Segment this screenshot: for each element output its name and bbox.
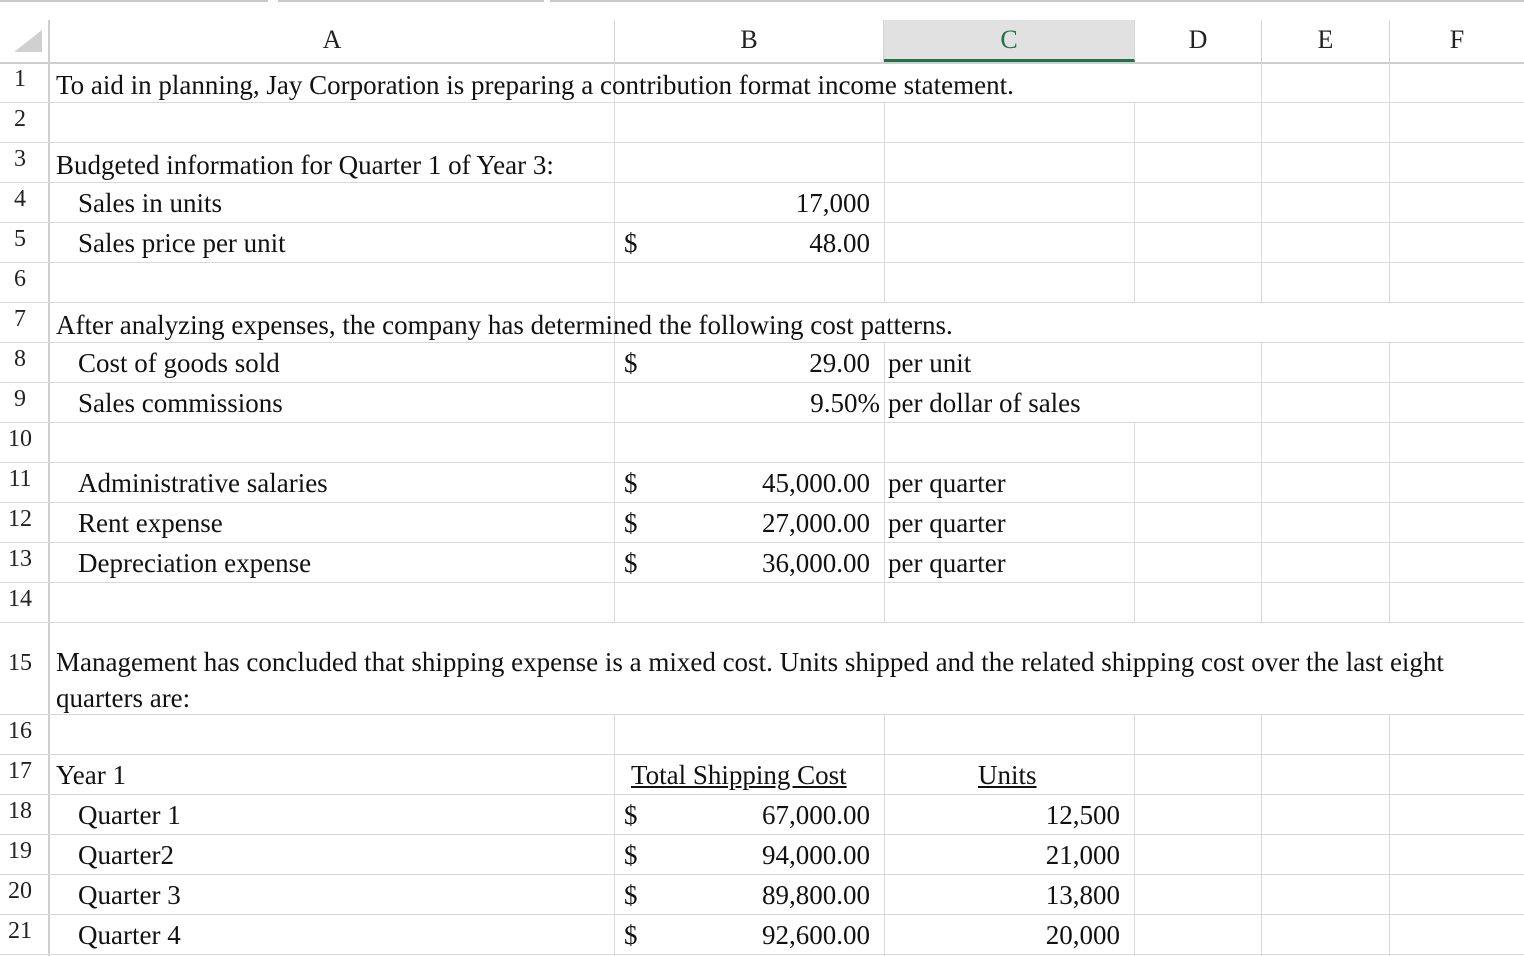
cell-a5-price-label[interactable]: Sales price per unit — [78, 228, 286, 258]
row-header[interactable]: 21 — [8, 918, 32, 944]
cell-c21-units[interactable]: 20,000 — [1045, 920, 1120, 950]
cell-a19-quarter-label[interactable]: Quarter2 — [78, 840, 174, 870]
cell-b8-currency: $ — [624, 348, 638, 378]
grid-line — [0, 502, 1524, 503]
row-header[interactable]: 3 — [14, 146, 26, 172]
grid-line — [0, 622, 1524, 623]
row-header-border — [48, 20, 50, 956]
row-header[interactable]: 10 — [8, 426, 32, 452]
cell-a15-shipping-note[interactable]: Management has concluded that shipping expense is a mixed cost. Units shipped and the related shipping cost over the last eight quarters are: — [56, 647, 1444, 713]
grid-line — [1134, 102, 1135, 302]
column-header-a[interactable]: A — [50, 20, 615, 62]
cell-a7-cost-patterns-heading[interactable]: After analyzing expenses, the company has determined the following cost patterns. — [56, 310, 953, 340]
column-header-d[interactable]: D — [1135, 20, 1262, 62]
cell-b11-admin-value[interactable]: 45,000.00 — [762, 468, 870, 498]
cell-b18-cost[interactable]: 67,000.00 — [762, 800, 870, 830]
grid-line — [0, 834, 1524, 835]
cell-a9-commissions-label[interactable]: Sales commissions — [78, 388, 283, 418]
cell-b21-currency: $ — [624, 920, 638, 950]
cell-c13-depreciation-unit[interactable]: per quarter — [888, 548, 1006, 578]
grid-line — [614, 714, 615, 956]
grid-line — [0, 182, 1524, 183]
cell-b12-currency: $ — [624, 508, 638, 538]
cell-c9-commissions-unit[interactable]: per dollar of sales — [888, 388, 1081, 418]
top-strip — [278, 0, 544, 2]
cell-c12-rent-unit[interactable]: per quarter — [888, 508, 1006, 538]
grid-line — [884, 714, 885, 956]
cell-c20-units[interactable]: 13,800 — [1045, 880, 1120, 910]
cell-b20-currency: $ — [624, 880, 638, 910]
grid-line — [884, 102, 885, 302]
cell-a18-quarter-label[interactable]: Quarter 1 — [78, 800, 181, 830]
row-header[interactable]: 1 — [14, 66, 26, 92]
grid-line — [0, 302, 1524, 303]
grid-line — [0, 794, 1524, 795]
row-header[interactable]: 17 — [8, 758, 32, 784]
cell-b8-cogs-value[interactable]: 29.00 — [809, 348, 870, 378]
grid-line — [0, 422, 1524, 423]
cell-a1-intro[interactable]: To aid in planning, Jay Corporation is preparing a contribution format income statement. — [56, 70, 1014, 100]
select-all-corner[interactable] — [14, 30, 42, 52]
cell-b19-currency: $ — [624, 840, 638, 870]
grid-line — [0, 582, 1524, 583]
cell-b21-cost[interactable]: 92,600.00 — [762, 920, 870, 950]
row-header[interactable]: 15 — [8, 650, 32, 676]
cell-a20-quarter-label[interactable]: Quarter 3 — [78, 880, 181, 910]
cell-a21-quarter-label[interactable]: Quarter 4 — [78, 920, 181, 950]
row-header[interactable]: 12 — [8, 506, 32, 532]
cell-a8-cogs-label[interactable]: Cost of goods sold — [78, 348, 280, 378]
grid-line — [0, 954, 1524, 955]
grid-line — [1134, 422, 1135, 622]
grid-line — [1261, 714, 1262, 956]
cell-b5-currency: $ — [624, 228, 638, 258]
cell-c8-cogs-unit[interactable]: per unit — [888, 348, 972, 378]
column-header-e[interactable]: E — [1262, 20, 1390, 62]
column-header-c[interactable]: C — [884, 20, 1135, 62]
cell-a13-depreciation-label[interactable]: Depreciation expense — [78, 548, 312, 578]
cell-b19-cost[interactable]: 94,000.00 — [762, 840, 870, 870]
grid-line — [1389, 342, 1390, 622]
cell-b17-cost-header[interactable]: Total Shipping Cost — [631, 760, 847, 790]
grid-line — [1261, 342, 1262, 622]
row-header[interactable]: 13 — [8, 546, 32, 572]
grid-line — [0, 874, 1524, 875]
row-header[interactable]: 11 — [8, 466, 32, 492]
row-header[interactable]: 19 — [8, 838, 32, 864]
column-header-f[interactable]: F — [1390, 20, 1524, 62]
row-header[interactable]: 2 — [14, 106, 26, 132]
grid-line — [0, 222, 1524, 223]
row-header[interactable]: 4 — [14, 186, 26, 212]
cell-a4-sales-units-label[interactable]: Sales in units — [78, 188, 223, 218]
top-strip — [550, 0, 1524, 2]
header-border — [0, 62, 1524, 64]
top-strip — [0, 0, 268, 2]
row-header[interactable]: 16 — [8, 718, 32, 744]
cell-b9-commissions-value[interactable]: 9.50% — [810, 388, 880, 418]
cell-b18-currency: $ — [624, 800, 638, 830]
grid-line — [0, 382, 1524, 383]
grid-line — [0, 462, 1524, 463]
cell-c17-units-header[interactable]: Units — [978, 760, 1037, 790]
cell-a17-year-label[interactable]: Year 1 — [56, 760, 127, 790]
row-header[interactable]: 20 — [8, 878, 32, 904]
row-header[interactable]: 8 — [14, 346, 26, 372]
cell-c11-admin-unit[interactable]: per quarter — [888, 468, 1006, 498]
cell-b4-sales-units-value[interactable]: 17,000 — [795, 188, 870, 218]
cell-a12-rent-label[interactable]: Rent expense — [78, 508, 223, 538]
grid-line — [0, 754, 1524, 755]
cell-b5-price-value[interactable]: 48.00 — [809, 228, 870, 258]
row-header[interactable]: 9 — [14, 386, 26, 412]
grid-line — [0, 102, 1524, 103]
row-header[interactable]: 7 — [14, 306, 26, 332]
grid-line — [1134, 714, 1135, 956]
cell-b12-rent-value[interactable]: 27,000.00 — [762, 508, 870, 538]
cell-b11-currency: $ — [624, 468, 638, 498]
cell-c19-units[interactable]: 21,000 — [1045, 840, 1120, 870]
grid-line — [0, 142, 1524, 143]
row-header[interactable]: 6 — [14, 266, 26, 292]
cell-a3-budget-heading[interactable]: Budgeted information for Quarter 1 of Year 3: — [56, 150, 554, 180]
cell-a11-admin-label[interactable]: Administrative salaries — [78, 468, 328, 498]
cell-b13-currency: $ — [624, 548, 638, 578]
grid-line — [884, 342, 885, 622]
cell-b13-depreciation-value[interactable]: 36,000.00 — [762, 548, 870, 578]
grid-line — [0, 262, 1524, 263]
cell-c18-units[interactable]: 12,500 — [1045, 800, 1120, 830]
row-header[interactable]: 18 — [8, 798, 32, 824]
row-header[interactable]: 14 — [8, 586, 32, 612]
grid-line — [0, 914, 1524, 915]
grid-line — [614, 342, 615, 622]
grid-line — [0, 342, 1524, 343]
row-header[interactable]: 5 — [14, 226, 26, 252]
column-header-b[interactable]: B — [615, 20, 884, 62]
cell-b20-cost[interactable]: 89,800.00 — [762, 880, 870, 910]
grid-line — [1389, 714, 1390, 956]
grid-line — [0, 542, 1524, 543]
